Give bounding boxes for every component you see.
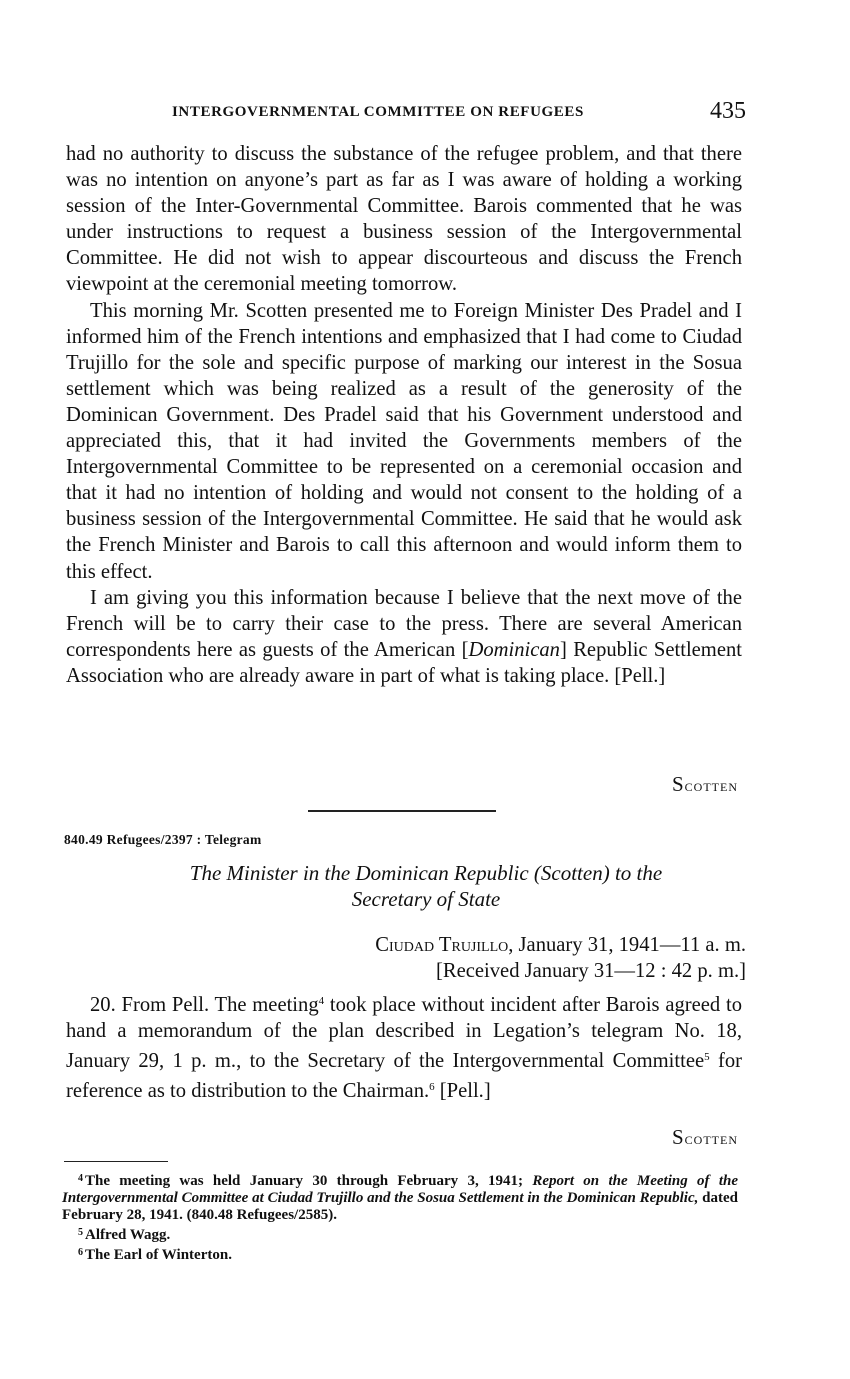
footnote-4-mark: 4 xyxy=(78,1173,83,1184)
running-head xyxy=(172,98,750,130)
footnote-6-mark: 6 xyxy=(78,1247,83,1258)
section-divider xyxy=(308,810,496,812)
signature-2: Scotten xyxy=(671,1125,738,1149)
document-title-line-2: Secretary of State xyxy=(351,887,501,911)
telegram-text-c: for reference as to distribution to the Chairman. xyxy=(66,1050,742,1103)
footnote-5 xyxy=(62,1224,738,1244)
footnote-6-text: The Earl of Winterton. xyxy=(85,1247,232,1263)
section2-body xyxy=(66,988,742,1104)
received-line: [Received January 31—12 : 42 p. m.] xyxy=(436,960,746,982)
running-head-title: INTERGOVERNMENTAL COMMITTEE ON REFUGEES xyxy=(172,104,584,120)
paragraph-3 xyxy=(66,585,742,689)
footnote-ref-5: 5 xyxy=(704,1051,710,1064)
paragraph-2: This morning Mr. Scotten presented me to Foreign Minister Des Pradel and I informed him of the French intentions and emphasized that I had come to Ciudad Trujillo for the sole and specific purpose of marking our interest in the Sosua settlement which was being realized as a result of the generosity of the Dominican Government. Des Pradel said that his Government understood and appreciated this, that it had invited the Governments members of the Intergovernmental Committee to be represented on a ceremonial occasion and that it had no intention of holding and would not consent to the holding of a business session of the Intergovernmental Committee. He said that he would ask the French Minister and Barois to call this afternoon and would inform them to this effect. xyxy=(66,299,742,583)
footnote-4-text-a: The meeting was held January 30 through February 3, 1941; xyxy=(85,1173,533,1189)
telegram-paragraph xyxy=(66,988,742,1104)
dateline-place: Ciudad Trujillo xyxy=(375,934,509,956)
dateline-date: , January 31, 1941—11 a. m. xyxy=(508,934,746,956)
dateline xyxy=(375,932,746,958)
footnote-rule xyxy=(64,1161,168,1162)
footnote-6 xyxy=(62,1244,738,1264)
footnotes xyxy=(62,1170,738,1264)
telegram-text-d: [Pell.] xyxy=(434,1080,491,1103)
file-reference: 840.49 Refugees/2397 : Telegram xyxy=(64,832,262,847)
footnote-5-text: Alfred Wagg. xyxy=(85,1227,171,1243)
footnote-5-mark: 5 xyxy=(78,1227,83,1238)
paragraph-3-text-b: ] Republic Settlement Association who are already aware in part of what is taking place. [Pell.] xyxy=(66,638,742,687)
footnote-ref-6: 6 xyxy=(429,1081,435,1094)
page-number: 435 xyxy=(710,98,746,124)
document-title-line-1: The Minister in the Dominican Republic (Scotten) to the xyxy=(189,861,663,885)
paragraph-3-text-a: I am giving you this information because I believe that the next move of the French will be to carry their case to the press. There are several American correspondents here as guests of the American [ xyxy=(66,586,742,661)
telegram-text-a: 20. From Pell. The meeting xyxy=(90,994,319,1016)
paragraph-3-italic: Dominican xyxy=(468,638,560,661)
paragraph-1: had no authority to discuss the substance of the refugee problem, and that there was no intention on anyone’s part as far as I was aware of holding a working session of the Inter-Governmental Committee. Barois commented that he was under instructions to request a business session of the Intergovernmental Committee. He did not wish to appear discourteous and discuss the French viewpoint at the ceremonial meeting tomorrow. xyxy=(66,143,742,296)
footnote-4-italic: Report on the Meeting of the Intergovernmental Committee at Ciudad Trujillo and the Sosua Settlement in the Dominican Republic, xyxy=(62,1173,738,1206)
document-title xyxy=(90,860,762,912)
section1-body xyxy=(66,141,742,689)
footnote-4-text-b: dated February 28, 1941. (840.48 Refugees/2585). xyxy=(62,1190,738,1223)
footnote-4 xyxy=(62,1170,738,1224)
footnote-ref-4: 4 xyxy=(318,995,325,1007)
signature-1: Scotten xyxy=(671,772,738,796)
telegram-text-b: took place without incident after Barois agreed to hand a memorandum of the plan described in Legation’s telegram No. 18, January 29, 1 p. m., to the Secretary of the Intergovernmental Committee xyxy=(66,994,742,1073)
